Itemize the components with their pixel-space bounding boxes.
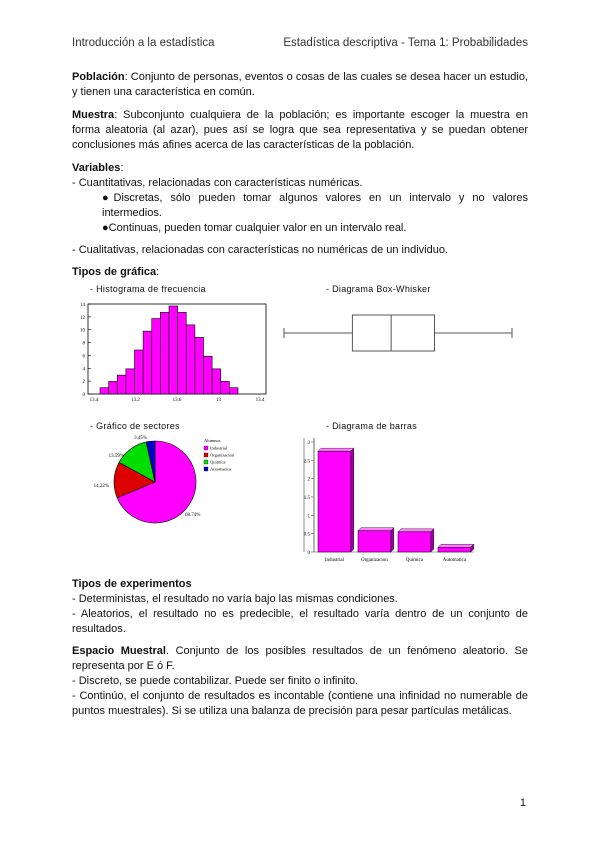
histogram-y-tick-label: 12 [80, 315, 85, 321]
histogram-bar [100, 388, 109, 394]
experimentos-deterministas: - Deterministas, el resultado no varía bajo las mismas condiciones. [72, 593, 398, 605]
bar-side [391, 528, 394, 552]
variables-heading: Variables: [72, 162, 124, 174]
bar-chart-y-tick-label: 1 [307, 514, 310, 520]
pie-value-label: 14.22% [93, 484, 109, 489]
bar-industrial [318, 451, 351, 552]
bar-side [351, 448, 354, 552]
poblacion-paragraph [72, 70, 528, 100]
histogram-bar [117, 375, 126, 394]
bar-top [438, 544, 474, 547]
histogram-y-tick-label: 2 [82, 380, 85, 386]
bar-side [431, 529, 434, 552]
histogram-title: - Histograma de frecuencia [90, 284, 206, 294]
histogram-y-tick-label: 14 [80, 303, 85, 308]
boxplot-box [352, 315, 434, 351]
bar-chart-category-label: Organizacion [360, 558, 388, 563]
bar-quimica [398, 532, 431, 552]
bar-organizacion [358, 531, 391, 552]
charts-area [72, 282, 528, 577]
poblacion-text: : Conjunto de personas, eventos o cosas de las cuales se desea hacer un estudio, y tienen una característica en común. [72, 71, 528, 98]
pie-legend-swatch [204, 467, 208, 471]
espacio-continuo: - Continúo, el conjunto de resultados es incontable (contiene una infinidad no numerable de puntos muestrales). Si se utiliza una balanza de precisión para pesar partículas metálicas. [72, 690, 528, 717]
pie-value-label: 3.45% [134, 436, 147, 441]
page-number: 1 [519, 797, 526, 809]
pie-legend-label: Quimica [210, 459, 226, 465]
histogram-x-tick-label: 13.4 [255, 398, 265, 403]
histogram-bar [212, 369, 221, 394]
bar-chart-y-tick-label: 0 [307, 551, 310, 556]
bar-top [358, 528, 394, 531]
histogram-x-tick-label: 13 [216, 398, 221, 403]
tipos-grafica-heading: Tipos de gráfica: [72, 266, 160, 278]
bar-chart-category-label: Quimica [405, 558, 424, 563]
muestra-paragraph [72, 108, 528, 153]
variables-continuas: ●Continuas, pueden tomar cualquier valor en un intervalo real. [102, 222, 407, 234]
histogram-bar [178, 312, 187, 394]
variables-section [72, 161, 528, 258]
poblacion-term: Población [72, 71, 125, 83]
histogram-y-tick-label: 10 [80, 328, 85, 334]
pie-legend-swatch [204, 453, 208, 457]
bar-chart-y-tick-label: 1.5 [303, 496, 310, 501]
histogram-y-tick-label: 0 [82, 393, 85, 398]
bar-chart [298, 434, 478, 574]
histogram-bar [169, 306, 178, 394]
espacio-discreto: - Discreto, se puede contabilizar. Puede ser finito o infinito. [72, 675, 359, 687]
histogram-bar [135, 350, 144, 394]
page-content [72, 70, 528, 719]
histogram-chart [72, 296, 272, 406]
variables-cuantitativas: - Cuantitativas, relacionadas con características numéricas. [72, 177, 363, 189]
histogram-bar [186, 325, 195, 394]
histogram-y-tick-label: 6 [82, 354, 85, 360]
espacio-muestral-term: Espacio Muestral [72, 645, 166, 657]
variables-discretas: ●Discretas, sólo pueden tomar algunos valores en un intervalo y no valores intermedios. [102, 192, 528, 219]
pie-chart [72, 430, 272, 540]
pie-legend-swatch [204, 460, 208, 464]
bar-chart-y-tick-label: 3 [307, 441, 310, 446]
bar-top [398, 529, 434, 532]
histogram-bar [229, 388, 238, 394]
histogram-x-tick-label: 13.6 [172, 398, 182, 403]
pie-legend-label: Automatica [210, 466, 231, 472]
bar-chart-y-tick-label: 2.5 [303, 459, 310, 465]
histogram-bar [143, 331, 152, 394]
histogram-bar [160, 312, 169, 394]
variables-cualitativas: - Cualitativas, relacionadas con características no numéricas de un individuo. [72, 244, 449, 256]
histogram-x-tick-label: 13.2 [131, 398, 140, 403]
bar-chart-category-label: Industrial [324, 558, 344, 563]
histogram-bar [195, 337, 204, 394]
histogram-bar [152, 319, 161, 394]
boxplot-chart [280, 312, 530, 372]
bar-top [318, 448, 354, 451]
bar-chart-y-tick-label: 2 [307, 477, 310, 483]
bar-chart-y-tick-label: 0.5 [303, 532, 310, 538]
pie-title: - Gráfico de sectores [90, 421, 180, 431]
tipos-experimentos-heading: Tipos de experimentos [72, 578, 192, 590]
pie-value-label: 68.74% [185, 513, 201, 518]
muestra-term: Muestra [72, 109, 115, 121]
histogram-bar [204, 356, 213, 394]
histogram-y-tick-label: 8 [82, 341, 85, 347]
histogram-bar [109, 381, 118, 394]
experimentos-aleatorios: - Aleatorios, el resultado no es predecible, el resultado varía dentro de un conjunto de resultados. [72, 608, 528, 635]
espacio-muestral-text: . Conjunto de los posibles resultados de un fenómeno aleatorio. Se representa por E ó F. [72, 645, 528, 672]
pie-legend-label: Industrial [210, 445, 228, 451]
tipos-experimentos-section [72, 577, 528, 637]
barchart-title: - Diagrama de barras [326, 421, 418, 431]
bar-chart-category-label: Automatica [442, 558, 467, 563]
bar-automatica [438, 547, 471, 552]
histogram-y-tick-label: 4 [82, 367, 85, 373]
pie-legend-label: Organizacion [210, 452, 235, 458]
pie-legend-swatch [204, 446, 208, 450]
histogram-bar [221, 381, 230, 394]
header-topic-title: Estadística descriptiva - Tema 1: Probabilidades [283, 37, 528, 49]
muestra-text: : Subconjunto cualquiera de la población; es importante escoger la muestra en forma aleatoria (al azar), pues así se logra que sea representativa y se puedan obtener conclusiones más afines acerca de las características de la población. [72, 109, 528, 151]
boxplot-title: - Diagrama Box-Whisker [326, 284, 431, 294]
espacio-muestral-paragraph [72, 644, 528, 674]
espacio-muestral-section [72, 644, 528, 719]
header-course-title: Introducción a la estadística [72, 37, 215, 49]
histogram-x-tick-label: 13.4 [89, 398, 99, 403]
histogram-bar [126, 369, 135, 394]
pie-value-label: 13.59% [108, 454, 124, 459]
pie-legend-title: Alumnos [204, 438, 221, 443]
